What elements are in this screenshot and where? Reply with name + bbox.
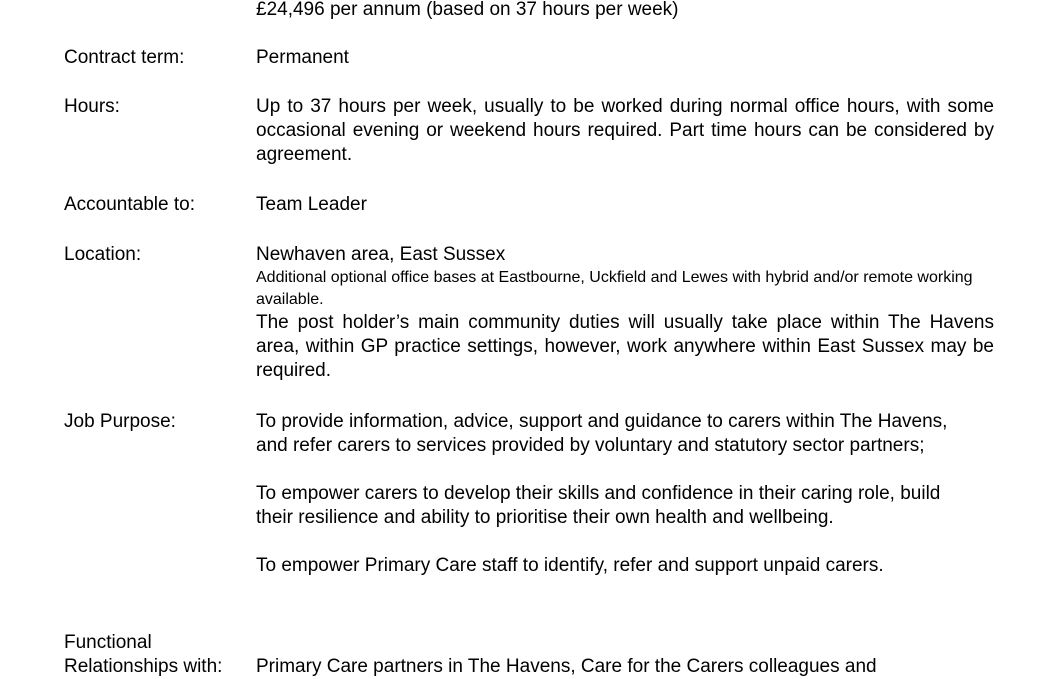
location-note: Additional optional office bases at Eastbourne, Uckfield and Lewes with hybrid and/or remote working available.: [256, 269, 973, 308]
location-block: [256, 243, 994, 383]
contract-term-label: Contract term:: [64, 47, 185, 68]
functional-value: Primary Care partners in The Havens, Care for the Carers colleagues and: [256, 656, 877, 677]
job-purpose-paragraph: To provide information, advice, support and guidance to carers within The Havens, and refer carers to services provided by voluntary and statutory sector partners;: [256, 411, 948, 456]
location-label: Location:: [64, 244, 142, 265]
contract-term-value: Permanent: [256, 47, 349, 68]
accountable-label: Accountable to:: [64, 194, 195, 215]
job-purpose-block: [256, 410, 976, 578]
job-purpose-paragraph: To empower carers to develop their skills and confidence in their caring role, build their resilience and ability to prioritise their own health and wellbeing.: [256, 483, 941, 528]
job-purpose-paragraph: To empower Primary Care staff to identify, refer and support unpaid carers.: [256, 555, 884, 576]
job-purpose-label: Job Purpose:: [64, 411, 176, 432]
functional-label-line2: Relationships with:: [64, 656, 223, 677]
salary-value: £24,496 per annum (based on 37 hours per week): [256, 0, 679, 20]
hours-label: Hours:: [64, 96, 120, 117]
accountable-value: Team Leader: [256, 194, 367, 215]
location-detail: The post holder’s main community duties will usually take place within The Havens area, within GP practice settings, however, work anywhere within East Sussex may be required.: [256, 312, 994, 381]
location-value: Newhaven area, East Sussex: [256, 244, 506, 265]
functional-label-line1: Functional: [64, 632, 152, 653]
hours-value: Up to 37 hours per week, usually to be worked during normal office hours, with some occasional evening or weekend hours required. Part time hours can be considered by agreement.: [256, 96, 994, 165]
